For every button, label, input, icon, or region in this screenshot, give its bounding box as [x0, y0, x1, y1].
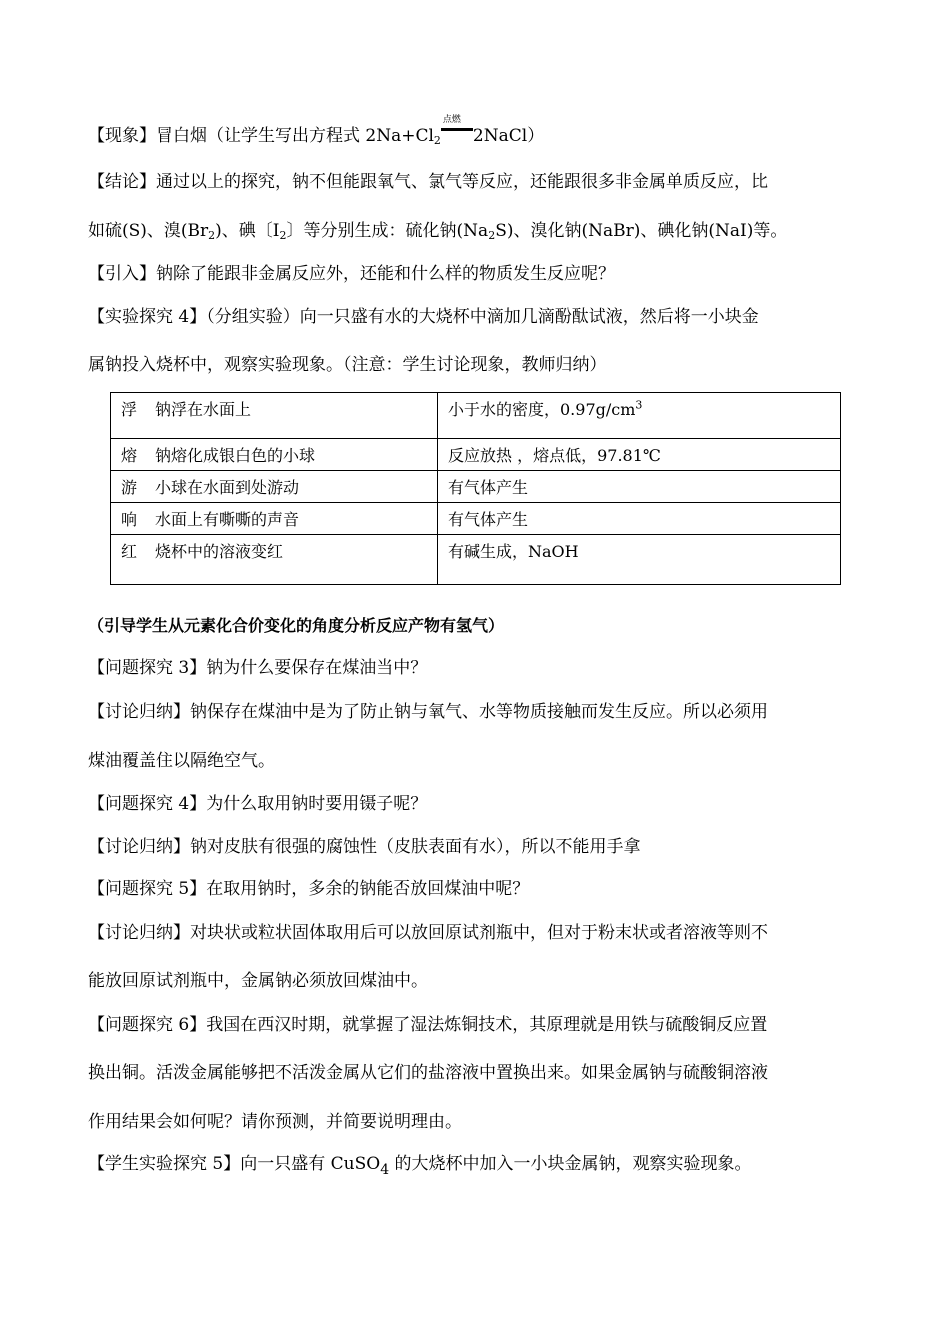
reason-text: 有气体产生 — [448, 478, 529, 497]
student-experiment5-text-b: 的大烧杯中加入一小块金属钠，观察实验现象。 — [389, 1154, 752, 1174]
conclusion-text-c: 〕等分别生成：硫化钠(Na — [286, 221, 489, 241]
table-row — [111, 503, 841, 535]
question6-text-2: 换出铜。活泼金属能够把不活泼金属从它们的盐溶液中置换出来。如果金属钠与硫酸铜溶液 — [88, 1063, 768, 1083]
experiment4-text-2: 属钠投入烧杯中，观察实验现象。（注意：学生讨论现象，教师归纳） — [88, 355, 607, 375]
table-cell-phenomenon — [111, 471, 438, 503]
experiment4-line-1 — [88, 305, 759, 329]
phenomenon-desc: 钠浮在水面上 — [155, 400, 252, 419]
experiment4-text: （分组实验）向一只盛有水的大烧杯中滴加几滴酚酞试液，然后将一小块金 — [206, 307, 759, 327]
reason-text: 小于水的密度，0.97g/cm — [448, 400, 636, 419]
phenomenon-desc: 小球在水面到处游动 — [155, 478, 300, 497]
reason-text: 有气体产生 — [448, 510, 529, 529]
table-cell-reason — [438, 471, 841, 503]
table-cell-reason — [438, 503, 841, 535]
discussion4-tag: 【讨论归纳】 — [88, 837, 190, 857]
phenomenon-table — [110, 392, 841, 585]
conclusion-text-d: S)、溴化钠(NaBr)、碘化钠(NaI)等。 — [495, 221, 788, 241]
phenomenon-tag: 【现象】 — [88, 126, 156, 146]
table-cell-phenomenon — [111, 393, 438, 439]
discussion5-line-1 — [88, 921, 768, 945]
discussion3-text: 钠保存在煤油中是为了防止钠与氧气、水等物质接触而发生反应。所以必须用 — [190, 702, 768, 722]
phenomenon-desc: 水面上有嘶嘶的声音 — [155, 510, 300, 529]
question4-paragraph — [88, 792, 427, 816]
conclusion-line-2 — [88, 219, 787, 248]
student-experiment5-tag: 【学生实验探究 5】 — [88, 1154, 241, 1174]
student-experiment5-paragraph — [88, 1152, 752, 1182]
reaction-bar — [441, 128, 473, 131]
discussion5-text-2: 能放回原试剂瓶中，金属钠必须放回煤油中。 — [88, 971, 428, 991]
question3-tag: 【问题探究 3】 — [88, 658, 207, 678]
introduction-text: 钠除了能跟非金属反应外，还能和什么样的物质发生反应呢？ — [156, 264, 615, 284]
table-row — [111, 439, 841, 471]
question5-paragraph — [88, 877, 529, 901]
term-label: 游 — [121, 478, 138, 497]
term-label: 红 — [121, 542, 138, 561]
question3-paragraph — [88, 656, 427, 680]
experiment4-tag: 【实验探究 4】 — [88, 307, 207, 327]
table-cell-reason — [438, 393, 841, 439]
table-cell-phenomenon — [111, 439, 438, 471]
reason-text: 有碱生成，NaOH — [448, 542, 579, 561]
discussion3-tag: 【讨论归纳】 — [88, 702, 190, 722]
table-row — [111, 393, 841, 439]
reaction-arrow — [441, 115, 473, 141]
term-label: 熔 — [121, 446, 138, 465]
sulfate-subscript: 4 — [380, 1162, 390, 1178]
term-label: 浮 — [121, 400, 138, 419]
discussion5-tag: 【讨论归纳】 — [88, 923, 190, 943]
question6-text: 我国在西汉时期，就掌握了湿法炼铜技术，其原理就是用铁与硫酸铜反应置 — [206, 1015, 768, 1035]
phenomenon-desc: 钠熔化成银白色的小球 — [155, 446, 316, 465]
conclusion-text-a: 如硫(S)、溴(Br — [88, 221, 209, 241]
unit-superscript: 3 — [635, 398, 643, 412]
guide-note: （引导学生从元素化合价变化的角度分析反应产物有氢气） — [88, 616, 505, 635]
conclusion-text-b: )、碘〔I — [215, 221, 280, 241]
question6-tag: 【问题探究 6】 — [88, 1015, 207, 1035]
phenomenon-desc: 烧杯中的溶液变红 — [155, 542, 284, 561]
question5-tag: 【问题探究 5】 — [88, 879, 207, 899]
experiment4-line-2 — [88, 353, 607, 377]
question6-text-3: 作用结果会如何呢？请你预测，并简要说明理由。 — [88, 1112, 462, 1132]
phenomenon-product: 2NaCl） — [472, 126, 545, 146]
iodine-subscript: 2 — [279, 229, 287, 242]
question6-line-3 — [88, 1110, 462, 1134]
discussion4-text: 钠对皮肤有很强的腐蚀性（皮肤表面有水），所以不能用手拿 — [190, 837, 641, 857]
student-experiment5-text: 向一只盛有 CuSO — [240, 1154, 381, 1174]
question6-line-2 — [88, 1061, 768, 1085]
table-cell-phenomenon — [111, 535, 438, 585]
conclusion-line-1 — [88, 170, 768, 194]
introduction-paragraph — [88, 262, 615, 286]
table-row — [111, 535, 841, 585]
question6-line-1 — [88, 1013, 767, 1037]
chlorine-subscript: 2 — [433, 134, 441, 147]
discussion3-line-1 — [88, 700, 768, 724]
question5-text: 在取用钠时，多余的钠能否放回煤油中呢？ — [206, 879, 530, 899]
conclusion-text: 通过以上的探究，钠不但能跟氧气、氯气等反应，还能跟很多非金属单质反应，比 — [156, 172, 768, 192]
discussion4-paragraph — [88, 835, 641, 859]
reason-text: 反应放热 ，熔点低，97.81℃ — [448, 446, 661, 465]
table-row — [111, 471, 841, 503]
term-label: 响 — [121, 510, 138, 529]
table-cell-reason — [438, 439, 841, 471]
discussion5-text: 对块状或粒状固体取用后可以放回原试剂瓶中，但对于粉末状或者溶液等则不 — [190, 923, 768, 943]
discussion3-text-2: 煤油覆盖住以隔绝空气。 — [88, 751, 275, 771]
table-cell-phenomenon — [111, 503, 438, 535]
question4-tag: 【问题探究 4】 — [88, 794, 207, 814]
sodium-subscript: 2 — [488, 229, 496, 242]
question4-text: 为什么取用钠时要用镊子呢？ — [206, 794, 428, 814]
phenomenon-text: 冒白烟（让学生写出方程式 2Na+Cl — [156, 126, 434, 146]
bromine-subscript: 2 — [208, 229, 216, 242]
table-cell-reason — [438, 535, 841, 585]
reaction-condition: 点燃 — [442, 115, 461, 125]
introduction-tag: 【引入】 — [88, 264, 156, 284]
phenomenon-paragraph — [88, 115, 545, 153]
discussion5-line-2 — [88, 969, 428, 993]
conclusion-tag: 【结论】 — [88, 172, 156, 192]
question3-text: 钠为什么要保存在煤油当中？ — [206, 658, 428, 678]
discussion3-line-2 — [88, 749, 275, 773]
